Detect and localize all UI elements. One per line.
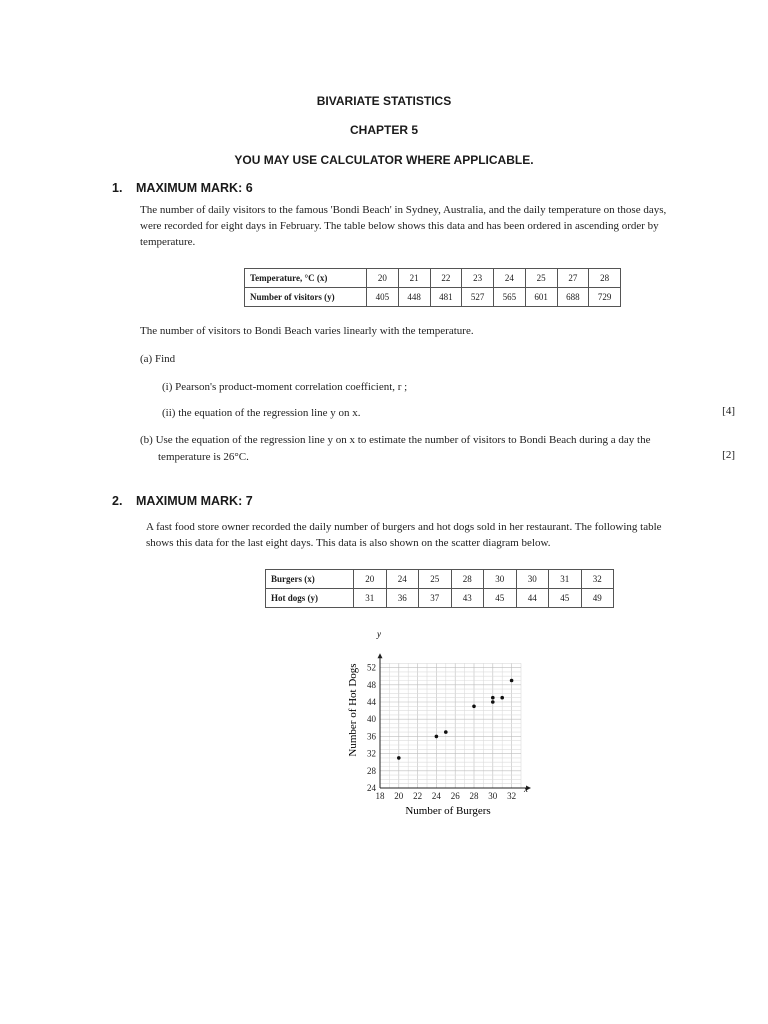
question-1-heading (112, 181, 253, 195)
y-tick-label: 40 (367, 714, 376, 725)
table-cell: 601 (525, 288, 557, 307)
table-cell: 20 (367, 269, 399, 288)
y-tick-label: 36 (367, 731, 376, 742)
table-row (245, 269, 621, 288)
scatter-diagram (330, 620, 560, 830)
table-cell: 43 (451, 589, 484, 608)
q2-row1-label: Burgers (x) (266, 570, 354, 589)
table-row (266, 570, 614, 589)
table-cell: 22 (430, 269, 462, 288)
table-cell: 405 (367, 288, 399, 307)
y-tick-label: 48 (367, 679, 376, 690)
x-tick-label: 18 (375, 791, 385, 801)
q2-intro-line-1: A fast food store owner recorded the daily number of burgers and hot dogs sold in her restaurant. The following table (146, 521, 662, 533)
q2-data-table (265, 569, 614, 608)
table-cell: 527 (462, 288, 494, 307)
question-2-number: 2. (112, 494, 123, 508)
table-cell: 49 (581, 589, 614, 608)
x-tick-label: 32 (507, 791, 517, 801)
table-cell: 45 (549, 589, 582, 608)
y-axis-arrow (378, 653, 383, 658)
table-cell: 31 (354, 589, 387, 608)
q1-data-table (244, 268, 621, 307)
data-point (444, 730, 448, 734)
y-axis-label: Number of Hot Dogs (347, 663, 359, 757)
q1-linear-note: The number of visitors to Bondi Beach varies linearly with the temperature. (140, 325, 474, 337)
question-2-max-mark: MAXIMUM MARK: 7 (136, 494, 253, 508)
y-tick-label: 52 (367, 662, 376, 673)
x-tick-label: 30 (488, 791, 498, 801)
q1-part-a: (a) Find (140, 353, 176, 365)
q1-intro-line-1: The number of daily visitors to the famous 'Bondi Beach' in Sydney, Australia, and the daily temperature on those days, (140, 204, 667, 216)
table-cell: 32 (581, 570, 614, 589)
x-axis-symbol: x (524, 784, 528, 794)
data-point (510, 679, 514, 683)
data-point (491, 700, 495, 704)
data-point (397, 756, 401, 760)
q1-intro-line-2: were recorded for eight days in February. The table below shows this data and has been ordered in ascending order by (140, 220, 659, 232)
x-tick-label: 24 (431, 791, 441, 801)
q1-part-b-mark: [2] (722, 449, 735, 461)
q1-part-a-i: (i) Pearson's product-moment correlation coefficient, r ; (162, 381, 408, 393)
table-cell: 31 (549, 570, 582, 589)
table-cell: 45 (484, 589, 517, 608)
chapter-heading: CHAPTER 5 (349, 123, 418, 137)
table-cell: 688 (557, 288, 589, 307)
q1-row1-label: Temperature, °C (x) (245, 269, 367, 288)
table-cell: 23 (462, 269, 494, 288)
table-row (245, 288, 621, 307)
data-point (435, 735, 439, 739)
q1-row2-label: Number of visitors (y) (245, 288, 367, 307)
table-cell: 24 (494, 269, 526, 288)
x-tick-label: 28 (469, 791, 479, 801)
table-cell: 28 (451, 570, 484, 589)
q1-intro-line-3: temperature. (140, 236, 196, 248)
q2-intro-line-2: shows this data for the last eight days. This data is also shown on the scatter diagram below. (146, 537, 551, 549)
table-row (266, 589, 614, 608)
document-title: BIVARIATE STATISTICS (316, 94, 452, 108)
chart-grid (380, 663, 521, 788)
y-tick-label: 44 (367, 697, 376, 707)
data-point (491, 696, 495, 700)
chart-axes (378, 653, 532, 790)
data-point (500, 696, 504, 700)
q1-part-a-ii: (ii) the equation of the regression line y on x. (162, 407, 361, 419)
table-cell: 27 (557, 269, 589, 288)
table-cell: 36 (386, 589, 419, 608)
data-point (472, 705, 476, 709)
table-cell: 28 (589, 269, 621, 288)
y-tick-label: 32 (367, 748, 376, 759)
table-cell: 25 (419, 570, 452, 589)
question-1-max-mark: MAXIMUM MARK: 6 (136, 181, 253, 195)
q1-part-b-line-1: (b) Use the equation of the regression line y on x to estimate the number of visitors to Bondi Beach during a day the (140, 434, 651, 446)
y-tick-label: 28 (367, 765, 376, 776)
x-axis-label: Number of Burgers (405, 805, 491, 817)
question-1-number: 1. (112, 181, 123, 195)
q1-part-b-line-2: temperature is 26°C. (158, 451, 249, 463)
table-cell: 21 (398, 269, 430, 288)
table-cell: 30 (516, 570, 549, 589)
table-cell: 448 (398, 288, 430, 307)
y-tick-label: 24 (367, 783, 376, 793)
q1-part-a-mark: [4] (722, 405, 735, 417)
table-cell: 24 (386, 570, 419, 589)
y-axis-symbol: y (377, 629, 381, 639)
table-cell: 20 (354, 570, 387, 589)
question-2-heading (112, 494, 253, 508)
x-tick-label: 20 (394, 791, 404, 801)
table-cell: 44 (516, 589, 549, 608)
x-tick-label: 22 (413, 791, 423, 801)
table-cell: 729 (589, 288, 621, 307)
q2-row2-label: Hot dogs (y) (266, 589, 354, 608)
table-cell: 30 (484, 570, 517, 589)
table-cell: 481 (430, 288, 462, 307)
table-cell: 37 (419, 589, 452, 608)
table-cell: 25 (525, 269, 557, 288)
x-tick-label: 26 (450, 791, 460, 801)
calculator-instruction: YOU MAY USE CALCULATOR WHERE APPLICABLE. (234, 153, 534, 167)
table-cell: 565 (494, 288, 526, 307)
